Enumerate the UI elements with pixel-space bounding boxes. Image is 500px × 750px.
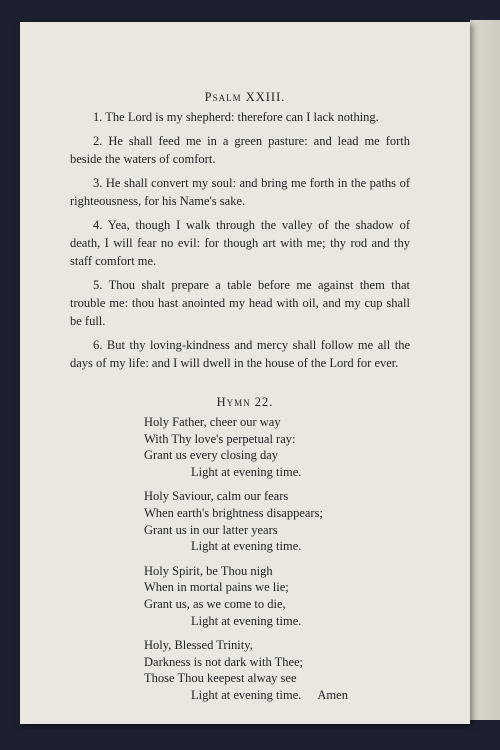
hymn-line: When earth's brightness disappears;	[144, 505, 323, 520]
hymn-line: Holy, Blessed Trinity,	[144, 638, 253, 653]
psalm-verse-3: 3. He shall convert my soul: and bring me forth in the paths of righteousness, for his Name's sake.	[70, 176, 410, 208]
adjacent-page-edge	[470, 20, 500, 720]
hymn-line: Those Thou keepest alway see	[144, 671, 297, 686]
hymn-line: When in mortal pains we lie;	[144, 580, 289, 595]
psalm-verses	[70, 108, 410, 378]
hymn-refrain: Light at evening time.	[191, 464, 302, 479]
hymn-stanza-3	[144, 563, 444, 629]
hymn-line: With Thy love's perpetual ray:	[144, 431, 296, 446]
hymn-refrain-final	[144, 687, 444, 704]
psalm-verse-1: 1. The Lord is my shepherd: therefore can I lack nothing.	[93, 110, 379, 124]
hymn-line: Holy Spirit, be Thou nigh	[144, 563, 273, 578]
psalm-verse-5: 5. Thou shalt prepare a table before me against them that trouble me: thou hast anointed my head with oil, and my cup shall be full.	[70, 278, 410, 328]
hymn-title: Hymn 22.	[216, 395, 274, 409]
printed-page	[20, 22, 470, 724]
psalm-verse-2: 2. He shall feed me in a green pasture: and lead me forth beside the waters of comfort.	[70, 134, 410, 166]
hymn-line: Grant us every closing day	[144, 448, 278, 463]
hymn-stanza-4	[144, 637, 444, 703]
hymn-line: Grant us in our latter years	[144, 522, 278, 537]
hymn-stanza-2	[144, 488, 444, 554]
psalm-verse-4: 4. Yea, though I walk through the valley of the shadow of death, I will fear no evil: for though art with me; thy rod and thy staff comfort me.	[70, 218, 410, 268]
hymn-line: Grant us, as we come to die,	[144, 596, 286, 611]
hymn-line: Holy Saviour, calm our fears	[144, 489, 289, 504]
hymn-refrain: Light at evening time.	[191, 539, 302, 554]
hymn-line: Darkness is not dark with Thee;	[144, 654, 304, 669]
hymn-stanzas	[144, 414, 444, 712]
amen-text: Amen	[317, 687, 348, 702]
hymn-stanza-1	[144, 414, 444, 480]
hymn-refrain: Light at evening time.	[191, 613, 302, 628]
hymn-refrain-text: Light at evening time.	[191, 687, 302, 702]
psalm-title: Psalm XXIII.	[204, 90, 286, 104]
hymn-line: Holy Father, cheer our way	[144, 415, 281, 429]
psalm-verse-6: 6. But thy loving-kindness and mercy shall follow me all the days of my life: and I will dwell in the house of the Lord for ever.	[70, 338, 410, 370]
